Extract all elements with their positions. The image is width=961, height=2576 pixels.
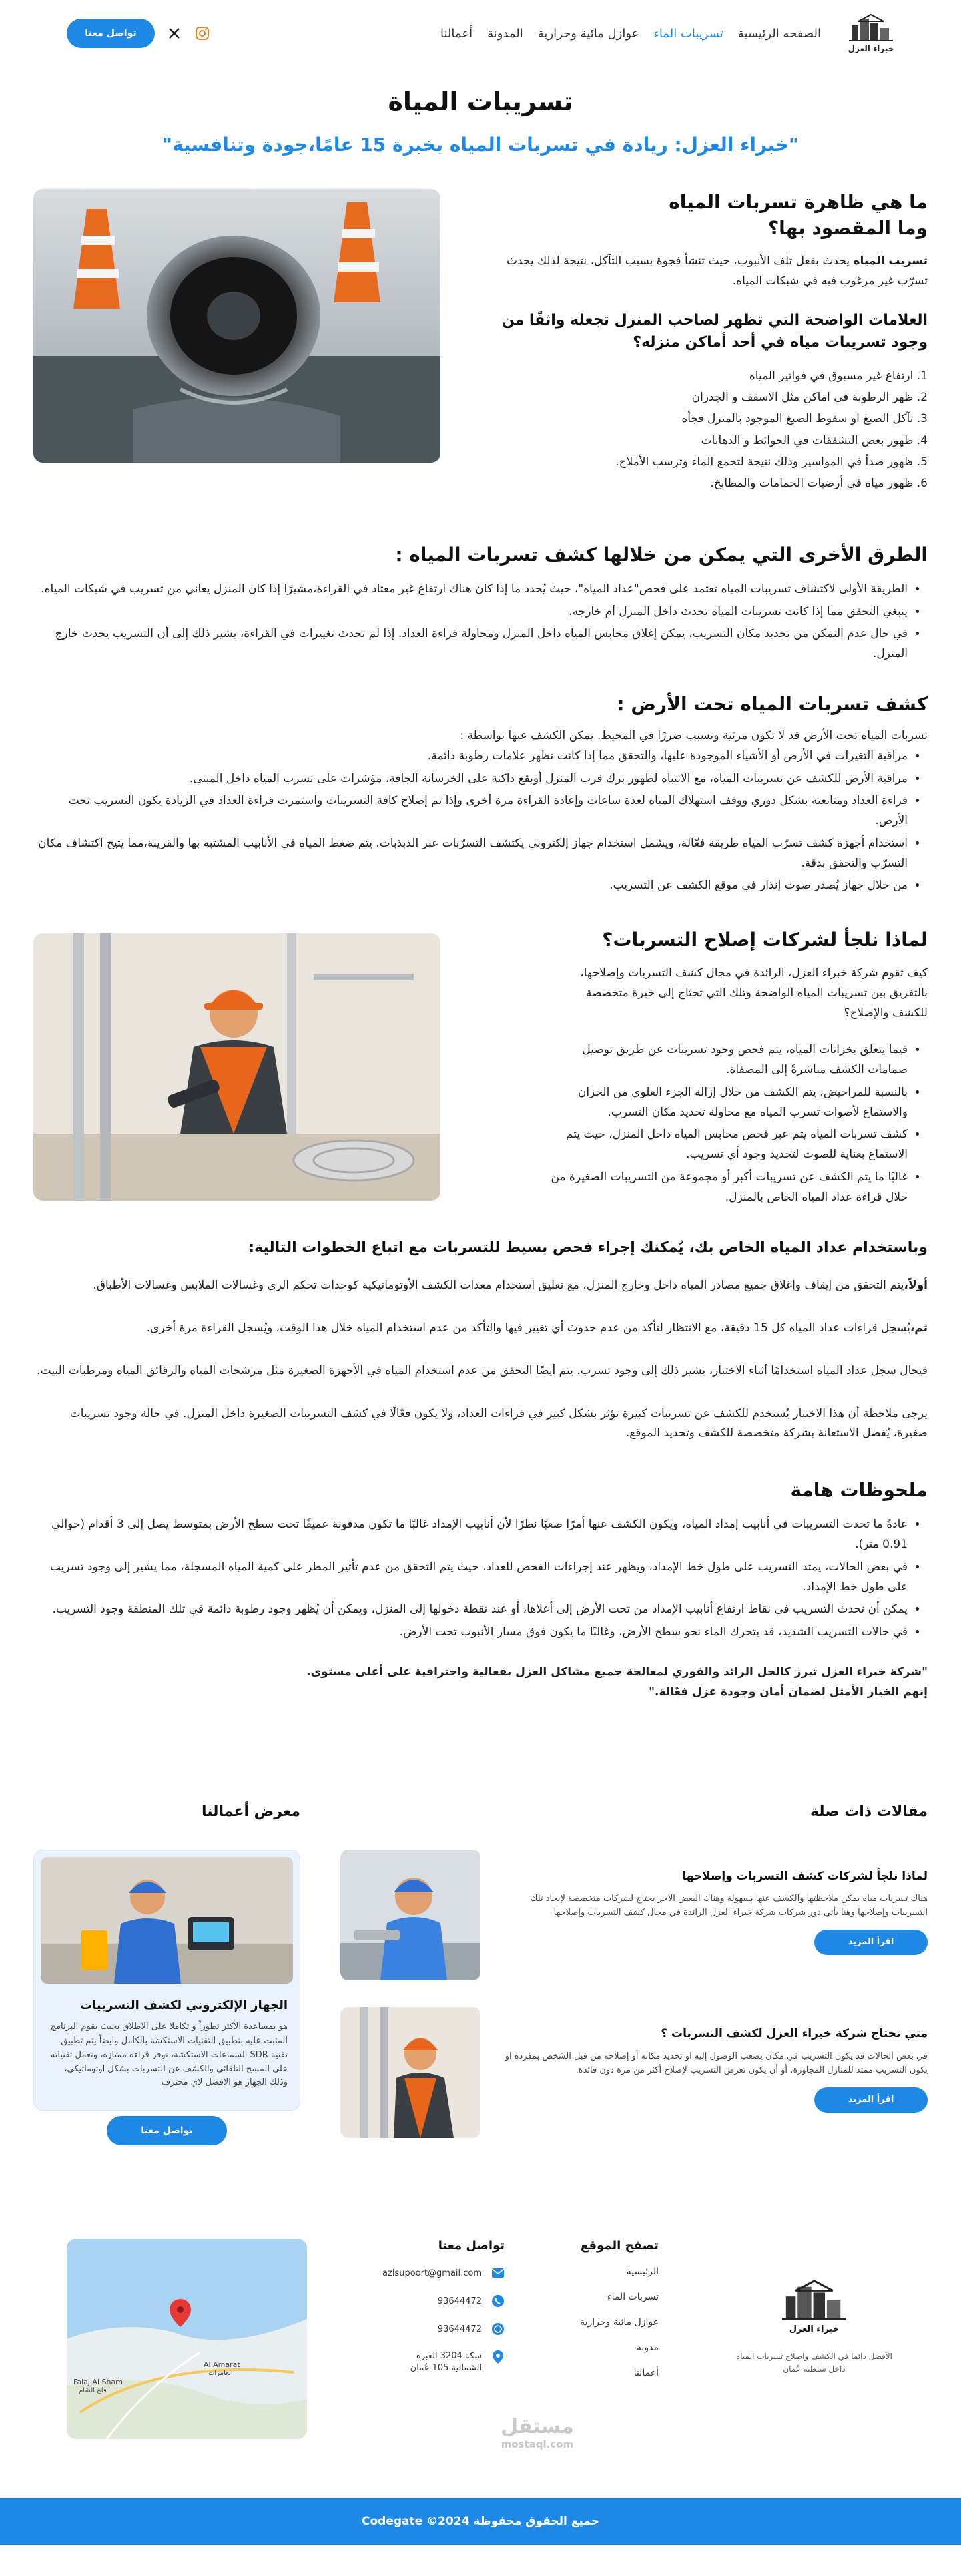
contact-phone[interactable]: 93644472 [437,2296,483,2306]
list-item: • يمكن أن تحدث التسريب في نقاط ارتفاع أنابيب الإمداد من تحت الأرض إلى أعلاها، أو عند نقطة دخولها إلى المنزل، ويمكن أن يُظهر وجود رطوبة دائمة في تلك المنطقة وجود التسريب. [33,1600,908,1620]
section3-heading: كشف تسربات المياه تحت الأرض : [617,692,928,715]
section-what-is-leak [33,189,928,495]
section-other-methods [33,542,928,664]
list-item: • في بعض الحالات، يمتد التسريب على طول خط الإمداد، ويظهر عند إجراءات الفحص للعداد، حيث يتم التحقق من عدم تأثير المطر على كمية المياه المسجلة، مما يشير إلى وجود تسريب على طول خط الإمداد. [33,1558,908,1598]
mostaql-watermark [501,2417,574,2450]
location-pin-icon [491,2350,505,2364]
contact-phone-row[interactable] [382,2294,505,2308]
header-contact-button[interactable]: تواصل معنا [67,19,155,48]
section1-intro [480,252,928,292]
list-item: 5. ظهور صدأ في المواسير وذلك نتيجة لتجمع الماء وترسب الأملاح. [615,455,928,469]
section4-heading: لماذا نلجأ لشركات إصلاح التسربات؟ [602,929,928,951]
step2-bold: ثم، [910,1321,928,1335]
why-list [541,1040,928,1207]
footer-link-home[interactable]: الرئيسية [626,2266,659,2278]
step2-text: يُسجل قراءات عداد المياه كل 15 دقيقة، مع الانتظار لتأكد من عدم حدوث أي تغيير فيها والتأكد من عدم استخدام المياه خلال هذا الوقت، ويُسجل القراءة مرة أخرى. [146,1321,910,1335]
instagram-icon[interactable] [194,25,211,42]
map-label: العامرات [208,2370,233,2378]
map-label: فلج الشام [79,2387,107,2395]
section5-heading: وباستخدام عداد المياه الخاص بك، يُمكنك إجراء فحص بسيط للتسربات مع اتباع الخطوات التالية: [248,1239,928,1257]
phone-icon [491,2294,505,2308]
list-item: • في حال عدم التمكن من تحديد مكان التسريب، يمكن إغلاق محابس المياه داخل المنزل ومحاولة قراءة العداد. إذا لم تحدث تغييرات في القراءة، يشير ذلك إلى أن التسريب يحدث خارج المنزل. [33,624,908,664]
footer-link-blog[interactable]: مدونة [636,2342,659,2354]
quote-line-2: إنهم الخيار الأمثل لضمان أمان وجودة عزل فعّالة." [649,1685,928,1699]
signs-list [480,365,928,495]
gallery-heading: معرض أعمالنا [201,1803,300,1821]
contact-address-1: سكة 3204 الغبرة [416,2351,483,2362]
section-meter-test [33,1237,928,1444]
email-icon [491,2266,505,2280]
location-map[interactable] [67,2239,307,2439]
list-item: • مراقبة الأرض للكشف عن تسريبات المياه، مع الانتباه لظهور برك قرب المنزل أوبقع داكنة على الخرسانة الجافة، مؤشرات على تسرب المياه داخل المبنى. [33,769,908,789]
site-logo[interactable] [848,13,894,53]
footer-logo-icon [777,2279,851,2322]
list-item: 4. ظهور بعض التشققات في الحوائط و الدهانات [701,433,928,447]
step1-bold: أولاً، [904,1279,928,1293]
section1-intro-text: يحدث بفعل تلف الأنبوب، حيث تنشأ فجوة بسبب التآكل، نتيجة لذلك يحدث تسرّب غير مرغوب فيه في شبكات المياه. [507,254,928,288]
list-item: • الطريقة الأولى لاكتشاف تسريبات المياه تعتمد على فحص"عداد المياه"، حيث يُحدد ما إذا كان هناك ارتفاع غير معتاد في القراءة،مشيرًا إذا كان المنزل يعاني من تسريب في شبكات المياه. [33,580,908,600]
read-more-button[interactable]: اقرأ المزيد [814,1930,928,1955]
step4-paragraph: يرجى ملاحظة أن هذا الاختبار يُستخدم للكشف عن تسريبات كبيرة تؤثر بشكل كبير في قراءات العداد، ولا يكون فعّالًا في كشف التسريبات الصغيرة داخل المنزل. في حالة وجود تسريبات صغيرة، يُفضل الاستعانة بشركة متخصصة للكشف وتحديد الموقع. [69,1406,928,1440]
list-item: • استخدام أجهزة كشف تسرّب المياه طريقة فعّالة، ويشمل استخدام جهاز إلكتروني يكتشف التسرّبات عبر الذبذبات. يتم ضغط المياه في الأنابيب المشتبه بها والقريبة،مما يتيح اكتشاف مكان التسرّب والتحقق بدقة. [33,834,908,874]
watermark-text: مستقل [501,2415,574,2438]
section2-heading: الطرق الأخرى التي يمكن من خلالها كشف تسربات المياه : [395,543,928,566]
site-header [0,0,961,67]
footer-link-leaks[interactable]: تسربات الماء [607,2292,659,2303]
list-item: • غالبًا ما يتم الكشف عن تسريبات أكبر أو مجموعة من التسريبات الصغيرة من خلال قراءة عداد المياه الخاص بالمنزل. [541,1168,908,1208]
section-underground [33,691,928,896]
list-item: • ينبغي التحقق مما إذا كانت تسريبات المياه تحدث داخل المنزل أم خارجه. [33,602,908,622]
related-section [33,1802,928,2145]
section-notes [33,1477,928,1702]
article-title[interactable]: متي تحتاج شركة خبراء العزل لكشف التسربات ؟ [661,2027,928,2041]
nav-home[interactable]: الصفحه الرئيسية [737,26,821,41]
step1-text: يتم التحقق من إيقاف وإغلاق جميع مصادر المياه داخل وخارج المنزل، مع تعليق استخدام معدات الكشف الأوتوماتيكية كوحدات تحكم الري وغسالات الملابس وغسالات الأطباق. [93,1279,904,1293]
gallery-section [33,1802,300,2145]
copyright-bar: جميع الحقوق محفوظة 2024© Codegate [0,2498,961,2545]
footer-brand-text: خبراء العزل [789,2324,840,2335]
nav-our-work[interactable]: أعمالنا [440,26,473,41]
article-card[interactable] [340,2007,928,2138]
section1-intro-bold: تسريب المياه [853,254,928,268]
list-item: 1. ارتفاع غير مسبوق في فواتير المياه [749,369,928,383]
main-nav [440,27,821,41]
section6-heading: ملحوظات هامة [790,1479,928,1502]
list-item: • فيما يتعلق بخزانات المياه، يتم فحص وجود تسريبات عن طريق توصيل صمامات الكشف مباشرةً إلى المصفاة. [541,1040,908,1080]
read-more-button[interactable]: اقرأ المزيد [814,2087,928,2113]
gallery-image [41,1857,293,1984]
list-item: • مراقبة التغيرات في الأرض أو الأشياء الموجودة عليها، والتحقق مما إذا كانت تظهر علامات رطوبة دائمة. [33,746,908,767]
article-image [340,2007,480,2138]
methods-list [33,580,928,664]
list-item: • من خلال جهاز يُصدر صوت إنذار في موقع الكشف عن التسريب. [33,876,908,896]
logo-text: خبراء العزل [848,44,894,53]
footer-brand-desc: الأفضل دائما في الكشف واصلاح تسربات المياه داخل سلطنة عُمان [735,2352,893,2374]
related-articles [340,1802,928,2145]
article-title[interactable]: لماذا نلجأ لشركات كشف التسربات وإصلاحها [682,1870,928,1884]
underground-list [33,746,928,896]
gallery-desc: هو بمساعدة الأكثر تطوراً و تكاملا على الاطلاق بحيث يقوم البرنامج المثبت عليه بتطبيق التقنيات الاستكشة بالكامل وايضاً يتم تطبيق تقنية SDR السماعات الاستكشة، توفر قراءة ممتازة، وتعمل تقنياته على المسح التلقائي والكشف عن التسربات بشكل اوتوماتيكي، وذلك الجهاز هو الافضل لاي محترف [50,2022,288,2088]
nav-water-leaks[interactable]: تسريبات الماء [653,26,723,41]
contact-address-2: الشمالية 105 عُمان [410,2363,483,2374]
list-item: • عادةً ما تحدث التسريبات في أنابيب إمداد المياه، ويكون الكشف عنها أمرًا صعبًا نظرًا لأن أنابيب الإمداد غالبًا ما تكون مدفونة عميقًا تحت سطح الأرض بمتوسط يصل إلى 3 أقدام (حوالي 0.91 متر). [33,1515,908,1555]
article-card[interactable] [340,1850,928,1980]
footer-link-insulation[interactable]: عوازل مائية وحرارية [580,2317,659,2328]
contact-email-row[interactable] [382,2266,505,2280]
step1-paragraph [33,1276,928,1296]
section4-intro: كيف تقوم شركة خبراء العزل، الرائدة في مجال كشف التسربات وإصلاحها، بالتفريق بين تسريبات المياه الواضحة وتلك التي تحتاج إلى خبرة متخصصة للكشف والإصلاح؟ [580,966,928,1020]
logo-buildings-icon [848,13,894,43]
step3-paragraph: فيحال سجل عداد المياه استخدامًا أثناء الاختبار، يشير ذلك إلى وجود تسرب. يتم أيضًا التحقق من عدم استخدام المياه في الأجهزة الصغيرة مثل مرشحات المياه والرقائق المياه ومرطبات البيت. [37,1363,928,1377]
article-image [340,1850,480,1980]
contact-whatsapp[interactable]: 93644472 [437,2324,483,2334]
gallery-title: الجهاز الإلكتروني لكشف التسربيات [80,1998,288,2013]
watermark-sub: mostaql.com [501,2438,574,2450]
contact-whatsapp-row[interactable] [382,2322,505,2336]
list-item: 6. ظهور مياه في أرضيات الحمامات والمطابخ. [710,477,928,491]
list-item: • كشف تسربات المياه يتم عبر فحص محابس المياه داخل المنزل، حيث يتم الاستماع بعناية للصوت لتحديد وجود أي تسريب. [541,1125,908,1165]
list-item: 2. ظهر الرطوبة في اماكن مثل الاسقف و الجدران [691,391,928,405]
contact-address-row [382,2350,505,2374]
list-item: 3. تآكل الصبغ او سقوط الصبغ الموجود بالمنزل فجأه [681,412,928,426]
technician-image [33,933,440,1201]
articles-heading: مقالات ذات صلة [810,1803,928,1821]
page-subtitle: "خبراء العزل: ريادة في تسربات المياه بخبرة 15 عامًا،جودة وتنافسية" [162,134,799,156]
notes-list [33,1515,928,1643]
site-footer [0,2239,961,2452]
quote-line-1: "شركة خبراء العزل تبرز كالحل الرائد والفوري لمعالجة جميع مشاكل العزل بفعالية واحترافية على أعلى مستوى. [306,1665,928,1679]
section3-intro: تسربات المياه تحت الأرض قد لا تكون مرئية وتسبب ضررًا في المحيط. يمكن الكشف عنها بواسطة : [460,729,928,743]
nav-insulation[interactable]: عوازل مائية وحرارية [537,26,639,41]
article-desc: في بعض الحالات قد يكون التسريب في مكان يصعب الوصول إليه او تحديد مكانه أو إصلاحه من قبل الشخص بمفرده او يكون التسريب ممتد للمنازل المجاورة، أو أن يكون تعرض التسريب لإصلاح أكثر من مرة دون فائدة. [505,2051,928,2075]
x-twitter-icon[interactable] [166,25,183,42]
list-item: • قراءة العداد ومتابعته بشكل دوري ووقف استهلاك المياه لعدة ساعات وإعادة القراءة مرة أخرى وإذا تم إصلاح كافة التسريبات واستمرت قراءة العداد في الزيادة يكون التسريب تحت الأرض. [33,791,908,831]
footer-links-title: تصفح الموقع [580,2239,659,2253]
signs-heading: العلامات الواضحة التي تظهر لصاحب المنزل تجعله واثقًا من وجود تسريبات مياه في أحد أماكن منزله؟ [501,311,928,351]
map-label: Falaj Al Sham [73,2378,123,2387]
footer-brand [734,2279,894,2376]
map-label: Al Amarat [204,2360,240,2370]
pipe-leak-image [33,189,440,463]
footer-link-work[interactable]: أعمالنا [633,2368,659,2379]
whatsapp-icon [491,2322,505,2336]
footer-contact-title: تواصل معنا [438,2239,505,2253]
step2-paragraph [33,1319,928,1339]
article-desc: هناك تسربات مياه يمكن ملاحظتها والكشف عنها بسهولة وهناك البعض الآخر يحتاج لشركات متخصصة لإيجاد تلك التسريبات وإصلاحها وهنا يأتي دور شركات شركة خبراء العزل الرائدة في مجال كشف التسربات وإصلاحها [530,1894,928,1918]
gallery-card[interactable] [33,1850,300,2111]
contact-email[interactable]: azlsupoort@gmail.com [382,2268,483,2278]
list-item: • بالنسبة للمراحيض، يتم الكشف من خلال إزالة الجزء العلوي من الخزان والاستماع لأصوات تسرب المياه مع محاولة تحديد مكان التسرب. [541,1083,908,1123]
gallery-contact-button[interactable]: تواصل معنا [107,2116,227,2145]
page-title: تسريبات المياة [388,87,573,116]
list-item: • في حالات التسريب الشديد، قد يتحرك الماء نحو سطح الأرض، وغالبًا ما يكون فوق مسار الأنبوب تحت الأرض. [33,1623,908,1643]
nav-blog[interactable]: المدونة [487,26,523,41]
footer-contact [382,2239,505,2389]
section-why-companies [33,927,928,1210]
footer-links [580,2239,659,2393]
section1-heading: ما هي ظاهرة تسربات المياه وما المقصود بها؟ [669,191,928,240]
